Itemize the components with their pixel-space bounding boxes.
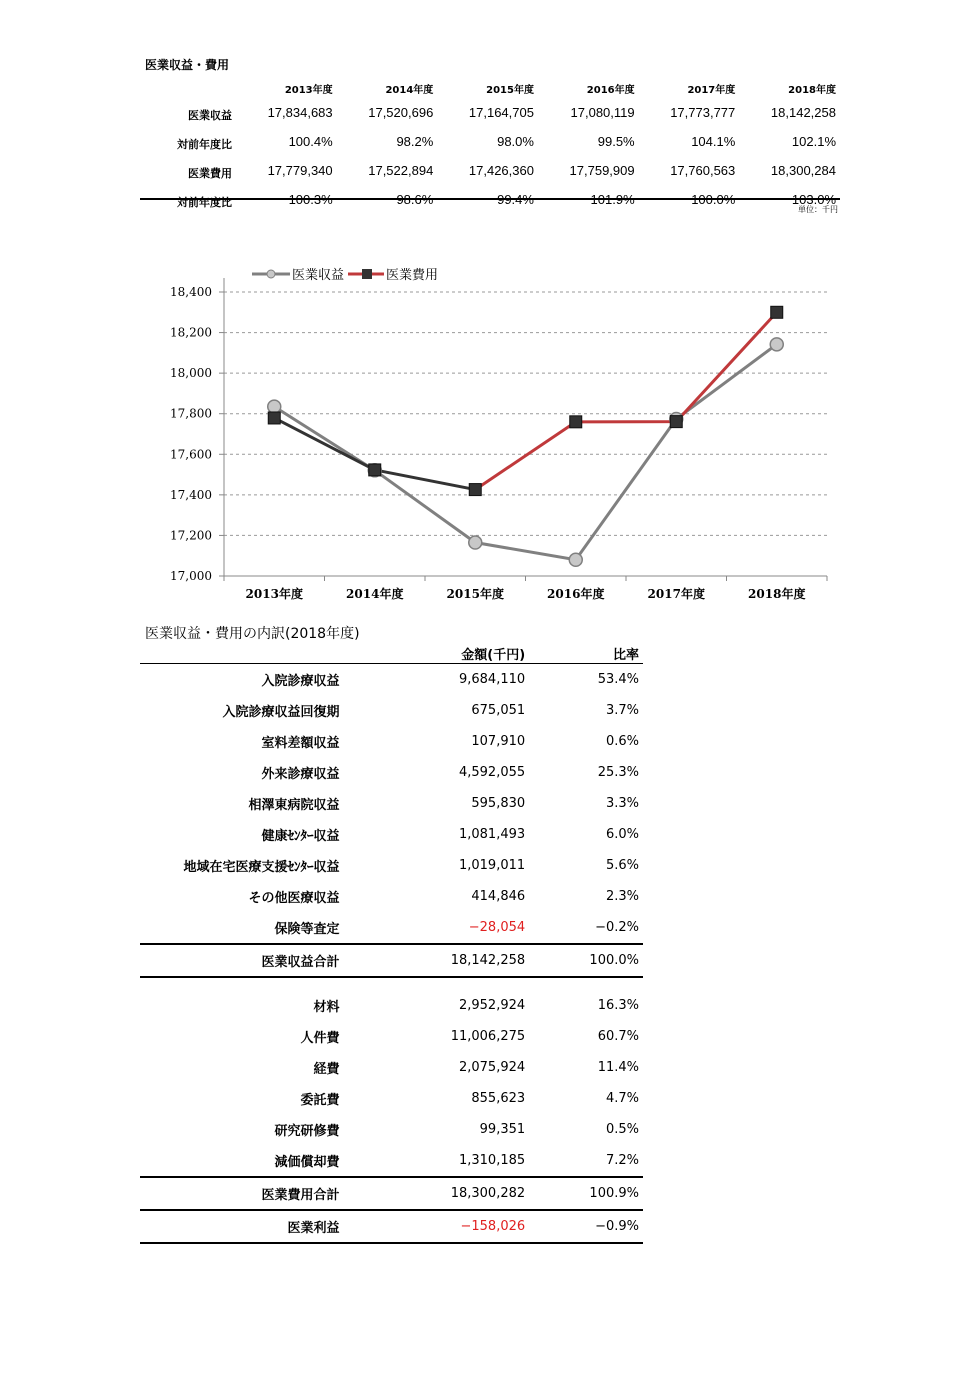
row-label: 外来診療収益 <box>261 767 340 782</box>
x-tick-label: 2016年度 <box>547 587 605 601</box>
row-label: 医業費用 <box>188 166 232 180</box>
row-label: 医業利益 <box>140 1210 345 1243</box>
expense-point <box>570 416 582 428</box>
summary-header-row <box>140 78 840 98</box>
expense-row <box>140 1145 643 1177</box>
expense-line <box>475 312 777 489</box>
y-tick-label: 18,000 <box>170 366 212 381</box>
amount-header: 金額(千円) <box>345 643 529 664</box>
revenue-total-row <box>140 944 643 977</box>
row-label: 健康ｾﾝﾀｰ収益 <box>261 829 340 844</box>
year-header: 2017年度 <box>687 84 736 96</box>
cell: 17,760,563 <box>670 163 736 178</box>
row-label: 人件費 <box>300 1031 340 1046</box>
row-label: 入院診療収益回復期 <box>222 705 340 720</box>
x-tick-label: 2015年度 <box>446 587 504 601</box>
row-label: 材料 <box>313 1000 340 1015</box>
amount-cell: 414,846 <box>471 889 526 904</box>
revenue-point <box>770 338 783 351</box>
cell: 17,779,340 <box>267 163 333 178</box>
cell: 17,522,894 <box>368 163 434 178</box>
summary-row-expense <box>140 156 840 185</box>
ratio-cell: 7.2% <box>529 1145 643 1177</box>
cell: 100.0% <box>691 192 736 207</box>
spacer-row <box>140 977 643 990</box>
amount-cell: 18,142,258 <box>345 944 529 977</box>
legend-revenue-label: 医業収益 <box>292 268 345 283</box>
unit-label: 単位：千円 <box>798 205 838 214</box>
amount-cell: −28,054 <box>468 920 526 935</box>
y-tick-label: 17,600 <box>170 447 212 462</box>
revenue-row <box>140 850 643 881</box>
ratio-cell: 16.3% <box>597 998 639 1013</box>
cell: 18,300,284 <box>770 163 836 178</box>
cell: 102.1% <box>791 134 836 149</box>
y-tick-label: 17,800 <box>170 406 212 421</box>
row-label: 対前年度比 <box>177 195 232 209</box>
cell: 99.4% <box>497 192 534 207</box>
revenue-row <box>140 819 643 850</box>
revenue-row <box>140 695 643 726</box>
row-label: 医業費用合計 <box>140 1177 345 1210</box>
year-header: 2013年度 <box>284 84 333 96</box>
year-header: 2016年度 <box>586 84 635 96</box>
amount-cell: 675,051 <box>471 703 526 718</box>
cell: 100.3% <box>288 192 333 207</box>
row-label: その他医療収益 <box>248 891 340 906</box>
revenue-row <box>140 757 643 788</box>
amount-cell: 18,300,282 <box>345 1177 529 1210</box>
ratio-cell: 53.4% <box>597 672 639 687</box>
amount-cell: 2,075,924 <box>458 1060 526 1075</box>
row-label: 医業収益 <box>188 108 232 122</box>
revenue-point <box>268 400 281 413</box>
summary-row-revenue-ratio <box>140 127 840 156</box>
ratio-cell: 100.9% <box>529 1177 643 1210</box>
revenue-row <box>140 788 643 819</box>
revenue-point <box>569 553 582 566</box>
ratio-cell: −0.2% <box>595 920 639 935</box>
row-label: 対前年度比 <box>177 137 232 151</box>
x-tick-label: 2014年度 <box>346 587 404 601</box>
y-tick-label: 17,000 <box>170 569 212 583</box>
ratio-cell: 4.7% <box>605 1091 639 1106</box>
revenue-line <box>274 344 777 559</box>
legend-expense-marker <box>362 269 372 279</box>
expense-total-row <box>140 1177 643 1210</box>
cell: 101.9% <box>590 192 635 207</box>
cell: 17,426,360 <box>468 163 534 178</box>
revenue-point <box>469 536 482 549</box>
line-chart <box>140 260 840 605</box>
year-header: 2015年度 <box>486 84 534 96</box>
expense-point <box>469 484 481 496</box>
cell: 17,520,696 <box>368 105 434 120</box>
amount-cell: 99,351 <box>479 1122 526 1137</box>
amount-cell: 4,592,055 <box>458 765 526 780</box>
cell: 17,759,909 <box>569 163 635 178</box>
expense-point <box>670 416 682 428</box>
ratio-cell: 0.6% <box>605 734 639 749</box>
ratio-cell: 11.4% <box>597 1060 639 1075</box>
cell: 98.0% <box>497 134 534 149</box>
ratio-cell: −0.9% <box>529 1210 643 1243</box>
expense-row <box>140 1083 643 1114</box>
amount-cell: 855,623 <box>471 1091 526 1106</box>
cell: 17,834,683 <box>267 105 333 120</box>
legend-revenue-marker <box>267 270 275 278</box>
cell: 100.4% <box>288 134 333 149</box>
amount-cell: 11,006,275 <box>450 1029 526 1044</box>
breakdown-title: 医業収益・費用の内訳(2018年度) <box>145 626 360 642</box>
row-label: 保険等査定 <box>274 922 340 937</box>
cell: 103.0% <box>791 192 836 207</box>
row-label: 委託費 <box>300 1093 340 1108</box>
cell: 99.5% <box>597 134 635 149</box>
expense-point <box>369 464 381 476</box>
breakdown-table <box>140 643 643 1244</box>
amount-cell: 1,310,185 <box>345 1145 529 1177</box>
cell: 98.6% <box>396 192 434 207</box>
expense-row <box>140 1114 643 1145</box>
ratio-cell: 3.7% <box>605 703 639 718</box>
row-label: 室料差額収益 <box>261 736 340 751</box>
expense-line-early <box>274 418 475 490</box>
x-tick-label: 2018年度 <box>748 587 806 601</box>
ratio-cell: 3.3% <box>605 796 639 811</box>
revenue-row <box>140 664 643 696</box>
breakdown-header-row <box>140 643 643 664</box>
summary-row-revenue <box>140 98 840 127</box>
row-label: 研究研修費 <box>274 1124 340 1139</box>
revenue-row <box>140 912 643 944</box>
ratio-header: 比率 <box>529 643 643 664</box>
amount-cell: 107,910 <box>471 734 526 749</box>
revenue-row <box>140 881 643 912</box>
row-label: 減価償却費 <box>140 1145 345 1177</box>
cell: 18,142,258 <box>770 105 836 120</box>
summary-table <box>140 78 840 214</box>
row-label: 入院診療収益 <box>261 674 340 689</box>
expense-row <box>140 1021 643 1052</box>
ratio-cell: 100.0% <box>529 944 643 977</box>
amount-cell: 2,952,924 <box>458 998 526 1013</box>
expense-row <box>140 1052 643 1083</box>
revenue-row <box>140 726 643 757</box>
row-label: 経費 <box>313 1062 340 1077</box>
amount-cell: 1,019,011 <box>458 858 526 873</box>
expense-point <box>268 412 280 424</box>
table-divider <box>140 198 840 200</box>
y-tick-label: 17,200 <box>170 528 212 543</box>
row-label: 相澤東病院収益 <box>248 798 340 813</box>
y-tick-label: 18,400 <box>170 285 212 299</box>
row-label: 地域在宅医療支援ｾﾝﾀｰ収益 <box>183 860 340 875</box>
year-header: 2018年度 <box>788 84 836 96</box>
x-tick-label: 2017年度 <box>647 587 705 601</box>
ratio-cell: 0.5% <box>605 1122 639 1137</box>
ratio-cell: 60.7% <box>597 1029 639 1044</box>
amount-cell: 9,684,110 <box>458 672 526 687</box>
cell: 17,080,119 <box>570 105 635 120</box>
y-tick-label: 17,400 <box>170 487 212 502</box>
ratio-cell: 25.3% <box>597 765 639 780</box>
ratio-cell: 2.3% <box>605 889 639 904</box>
cell: 17,773,777 <box>670 105 736 120</box>
x-tick-label: 2013年度 <box>245 587 303 601</box>
summary-title: 医業収益・費用 <box>145 58 230 72</box>
amount-cell: 595,830 <box>471 796 526 811</box>
ratio-cell: 5.6% <box>605 858 639 873</box>
cell: 17,164,705 <box>468 105 534 120</box>
ratio-cell: 6.0% <box>605 827 639 842</box>
amount-cell: 1,081,493 <box>458 827 526 842</box>
year-header: 2014年度 <box>385 84 434 96</box>
row-label: 医業収益合計 <box>140 944 345 977</box>
expense-row <box>140 990 643 1021</box>
y-tick-label: 18,200 <box>170 325 212 340</box>
amount-cell: −158,026 <box>345 1210 529 1243</box>
cell: 104.1% <box>691 134 736 149</box>
cell: 98.2% <box>396 134 434 149</box>
legend-expense-label: 医業費用 <box>386 268 439 283</box>
expense-point <box>771 306 783 318</box>
profit-row <box>140 1210 643 1243</box>
